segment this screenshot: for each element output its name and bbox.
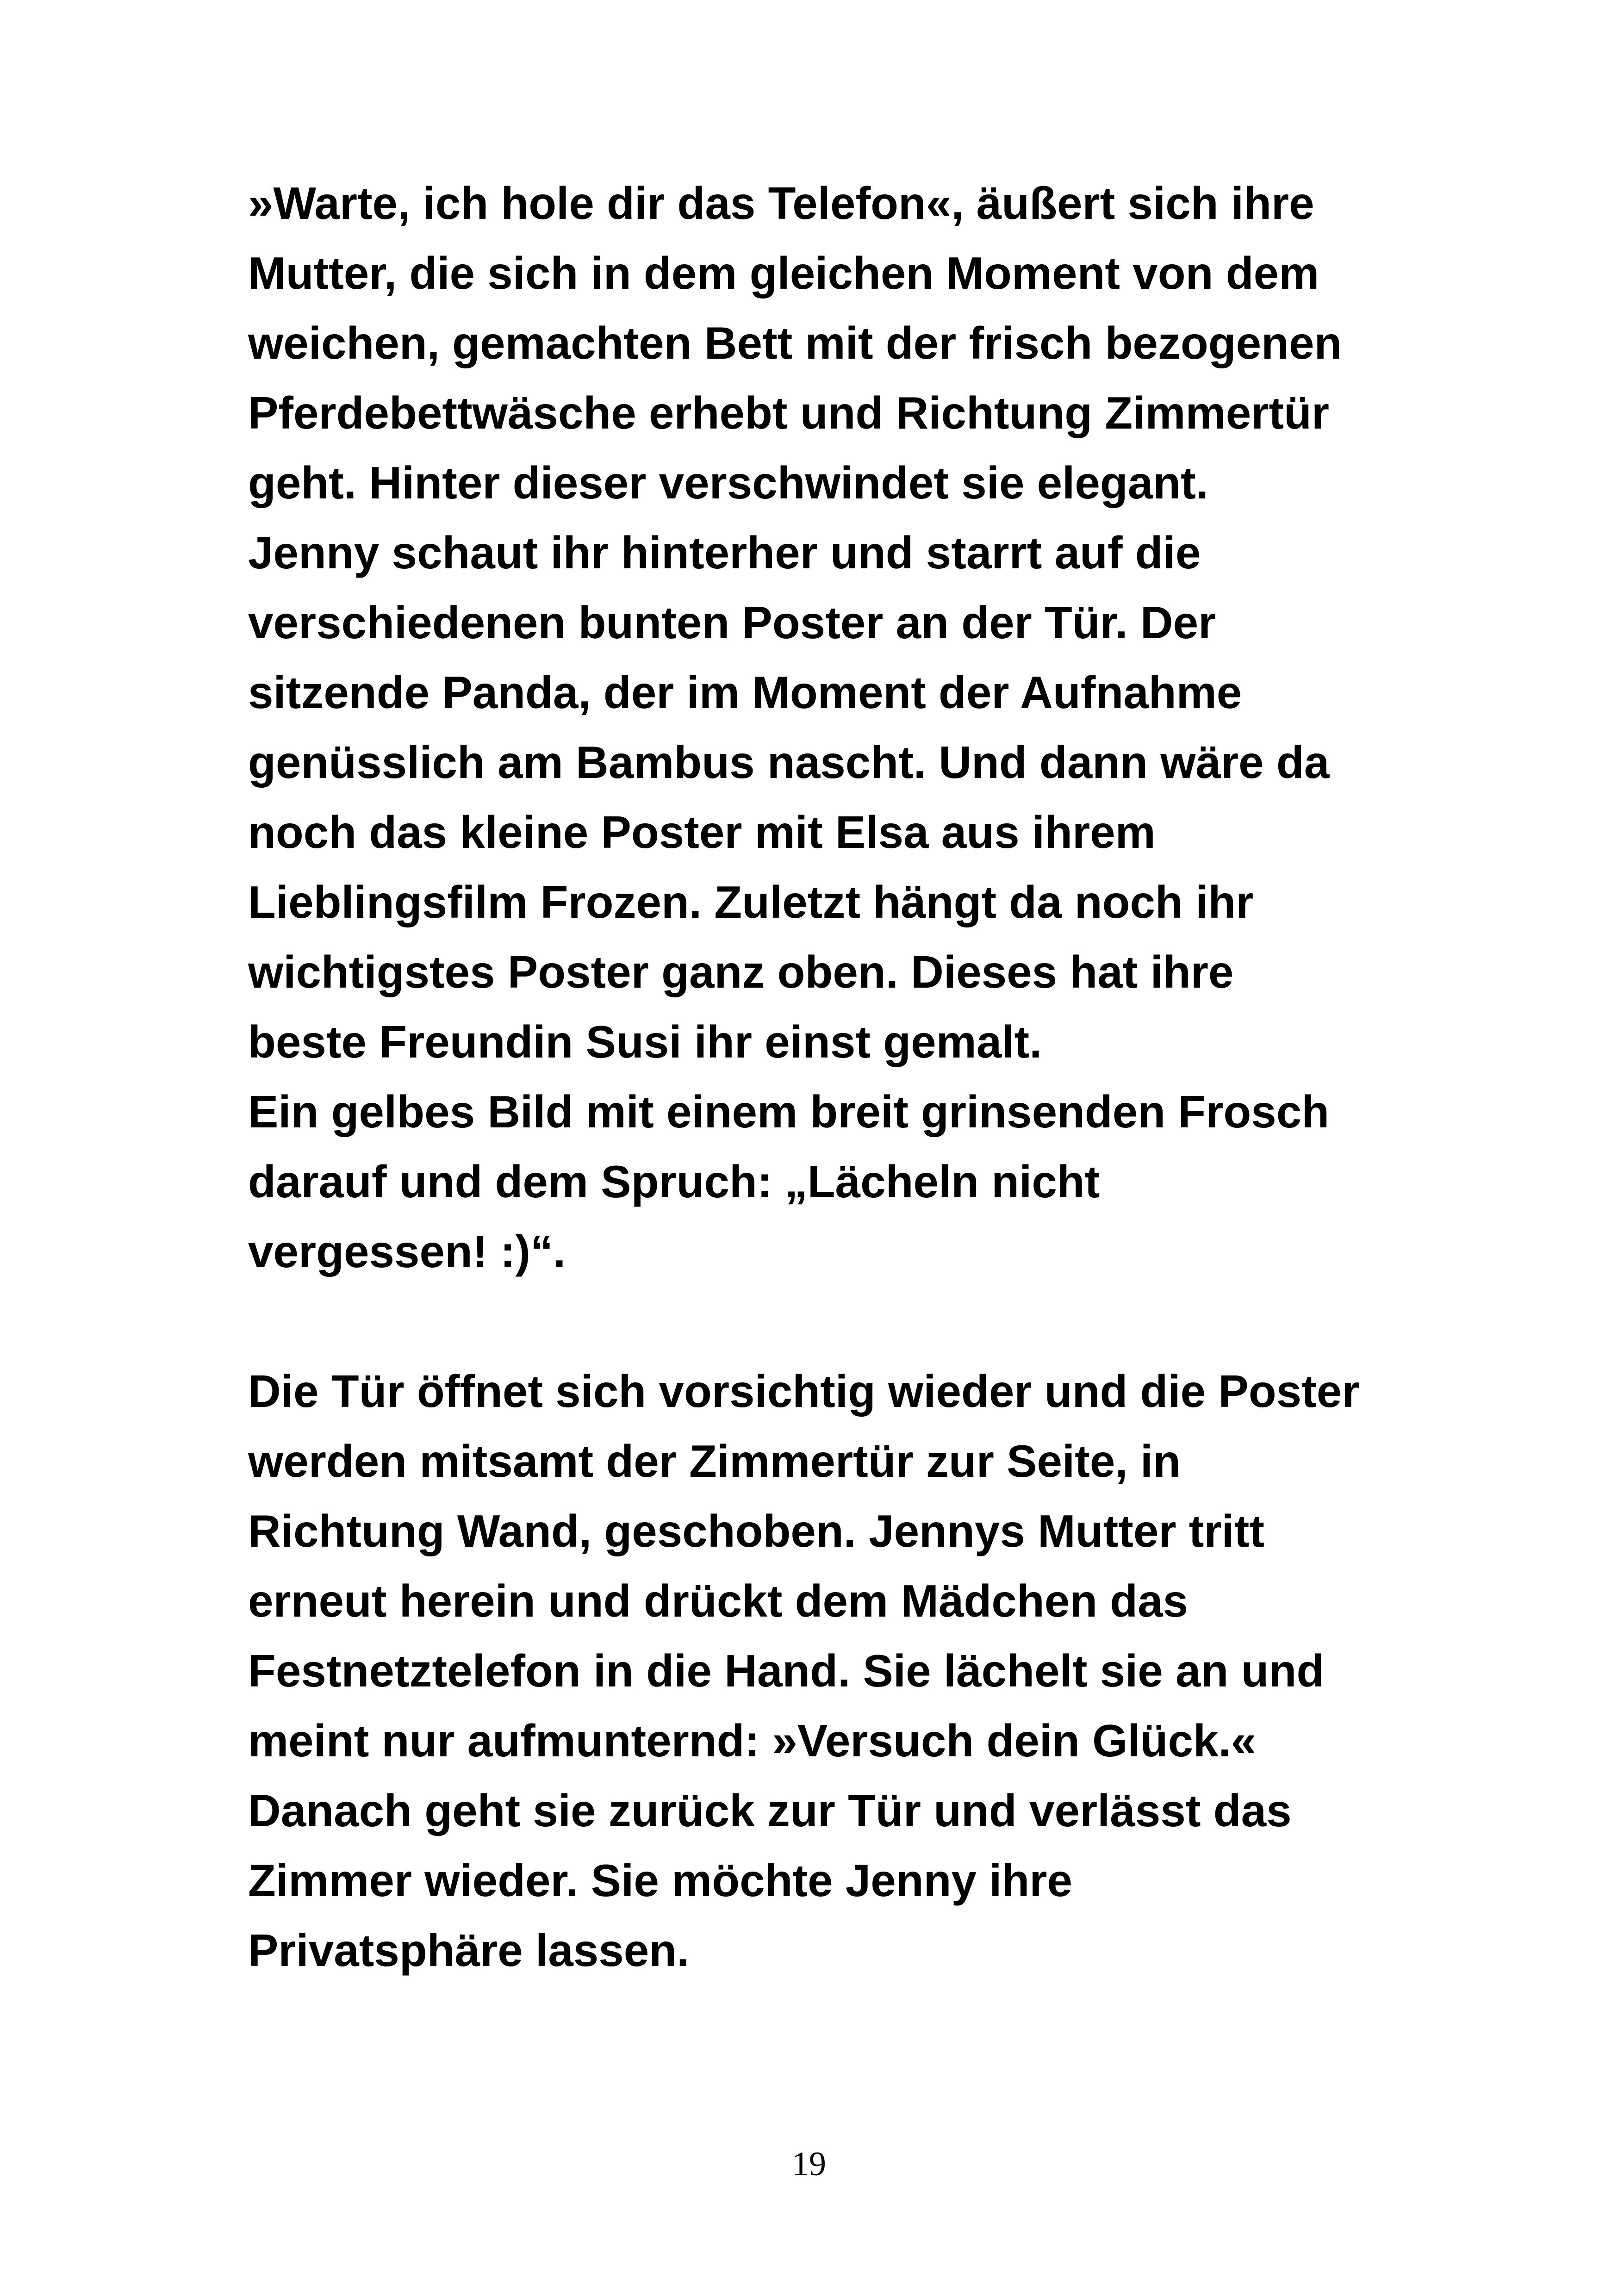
paragraph-2 bbox=[248, 1356, 1498, 1985]
text-line: Richtung Wand, geschoben. Jennys Mutter tritt bbox=[248, 1506, 1265, 1556]
paragraph-1 bbox=[248, 168, 1498, 1287]
text-line: Mutter, die sich in dem gleichen Moment von dem bbox=[248, 248, 1319, 299]
text-line: weichen, gemachten Bett mit der frisch bezogenen bbox=[248, 317, 1342, 368]
text-line: Die Tür öffnet sich vorsichtig wieder und die Poster bbox=[248, 1366, 1360, 1417]
text-line: vergessen! :)“. bbox=[248, 1226, 566, 1277]
page-number: 19 bbox=[792, 2145, 826, 2183]
text-line: wichtigstes Poster ganz oben. Dieses hat ihre bbox=[248, 946, 1234, 997]
text-line: Festnetztelefon in die Hand. Sie lächelt sie an und bbox=[248, 1645, 1325, 1696]
text-line: Lieblingsfilm Frozen. Zuletzt hängt da noch ihr bbox=[248, 877, 1254, 927]
text-line: erneut herein und drückt dem Mädchen das bbox=[248, 1575, 1189, 1626]
text-line: genüsslich am Bambus nascht. Und dann wäre da bbox=[248, 737, 1330, 788]
text-line: Privatsphäre lassen. bbox=[248, 1925, 690, 1976]
text-line: werden mitsamt der Zimmertür zur Seite, in bbox=[248, 1436, 1181, 1487]
text-line: Zimmer wieder. Sie möchte Jenny ihre bbox=[248, 1855, 1072, 1906]
text-line: sitzende Panda, der im Moment der Aufnahme bbox=[248, 667, 1242, 718]
body-text bbox=[248, 168, 1498, 1985]
text-line: Pferdebettwäsche erhebt und Richtung Zimmertür bbox=[248, 387, 1329, 438]
text-line: »Warte, ich hole dir das Telefon«, äußert sich ihre bbox=[248, 178, 1314, 229]
text-line: Ein gelbes Bild mit einem breit grinsenden Frosch bbox=[248, 1086, 1330, 1137]
text-line: Danach geht sie zurück zur Tür und verlässt das bbox=[248, 1785, 1292, 1836]
text-line: geht. Hinter dieser verschwindet sie elegant. bbox=[248, 457, 1208, 508]
text-line: beste Freundin Susi ihr einst gemalt. bbox=[248, 1016, 1042, 1067]
text-line: verschiedenen bunten Poster an der Tür. Der bbox=[248, 597, 1216, 648]
text-line: Jenny schaut ihr hinterher und starrt auf die bbox=[248, 527, 1201, 578]
paragraph-spacer bbox=[248, 1287, 1498, 1356]
text-line: meint nur aufmunternd: »Versuch dein Glück.« bbox=[248, 1715, 1257, 1766]
text-line: darauf und dem Spruch: „Lächeln nicht bbox=[248, 1156, 1100, 1207]
text-line: noch das kleine Poster mit Elsa aus ihrem bbox=[248, 807, 1156, 858]
